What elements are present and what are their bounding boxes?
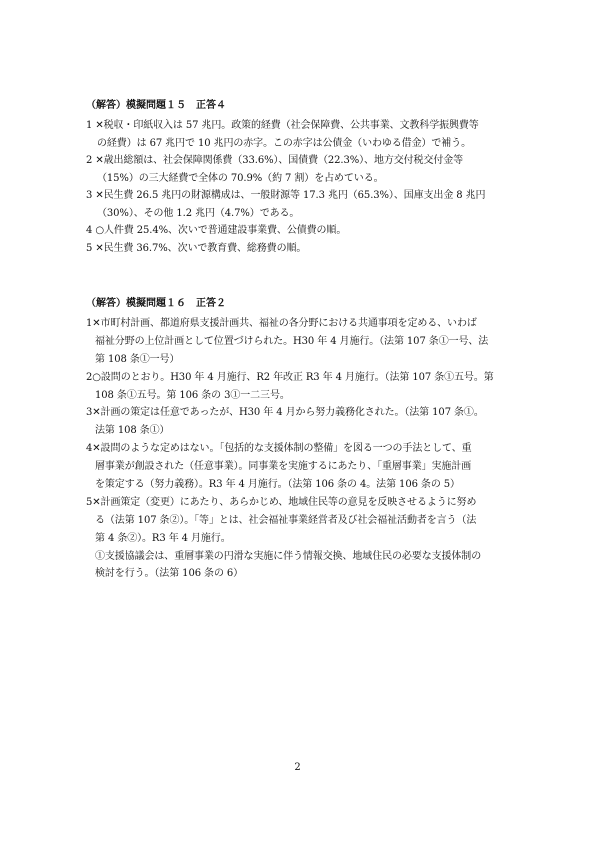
- page-number: 2: [294, 762, 301, 773]
- answer-line: 福祉分野の上位計画として位置づけられた。H30 年 4 月施行。（法第 107 条①一号、法: [95, 335, 489, 347]
- answer-line: 2 ✕歳出総額は、社会保障関係費（33.6%）、国債費（22.3%）、地方交付税交付金等: [86, 155, 464, 166]
- answer-line: 層事業が創設された（任意事業）。同事業を実施するにあたり、「重層事業」実施計画: [95, 461, 472, 473]
- answer-line: 3 ✕民生費 26.5 兆円の財源構成は、一般財源等 17.3 兆円（65.3%）、国庫支出金 8 兆円: [86, 190, 486, 201]
- answer-line: の経費）は 67 兆円で 10 兆円の赤字。この赤字は公債金（いわゆる借金）で補う。: [97, 137, 471, 149]
- answer-line: 4 ○人件費 25.4%、次いで普通建設事業費、公債費の順。: [86, 225, 347, 236]
- answer-line: 1✕市町村計画、都道府県支援計画共、福祉の各分野における共通事項を定める、いわば: [86, 318, 477, 329]
- answer-line: 4✕設問のような定めはない。「包括的な支援体制の整備」を図る一つの手法として、重: [86, 443, 472, 455]
- answer-section-15: [86, 98, 526, 257]
- answer-line: 第 4 条②）。R3 年 4 月施行。: [95, 532, 231, 544]
- answer-line: 2○設問のとおり。H30 年 4 月施行、R2 年改正 R3 年 4 月施行。（法第 107 条①五号。第: [86, 371, 494, 383]
- answer-section-16: [86, 296, 526, 583]
- answer-line: る（法第 107 条②）。「等」とは、社会福祉事業経営者及び社会福祉活動者を言う（法: [95, 514, 477, 526]
- answer-line: ①支援協議会は、重層事業の円滑な実施に伴う情報交換、地域住民の必要な支援体制の: [95, 550, 482, 562]
- answer-line: 5 ✕民生費 36.7%、次いで教育費、総務費の順。: [86, 242, 307, 254]
- answer-line: 1 ✕税収・印紙収入は 57 兆円。政策的経費（社会保障費、公共事業、文教科学振興費等: [86, 120, 479, 131]
- answer-line: （30%）、その他 1.2 兆円（4.7%）である。: [97, 207, 300, 219]
- answer-line: を策定する（努力義務）。R3 年 4 月施行。（法第 106 条の 4。法第 106 条の 5）: [95, 479, 460, 491]
- answer-line: 5✕計画策定（変更）にあたり、あらかじめ、地域住民等の意見を反映させるように努め: [86, 496, 477, 508]
- section-heading: （解答）模擬問題１６ 正答２: [86, 298, 226, 309]
- answer-line: 検討を行う。（法第 106 条の 6）: [95, 568, 244, 580]
- answer-line: 法第 108 条①）: [95, 425, 170, 437]
- answer-line: 第 108 条①一号）: [95, 353, 180, 365]
- section-heading: （解答）模擬問題１５ 正答４: [86, 100, 226, 111]
- answer-line: （15%）の三大経費で全体の 70.9%（約 7 割）を占めている。: [97, 172, 384, 184]
- answer-line: 3✕計画の策定は任意であったが、H30 年 4 月から努力義務化された。（法第 107 条①。: [86, 407, 484, 419]
- answer-line: 108 条①五号。第 106 条の 3①一二三号。: [95, 389, 290, 401]
